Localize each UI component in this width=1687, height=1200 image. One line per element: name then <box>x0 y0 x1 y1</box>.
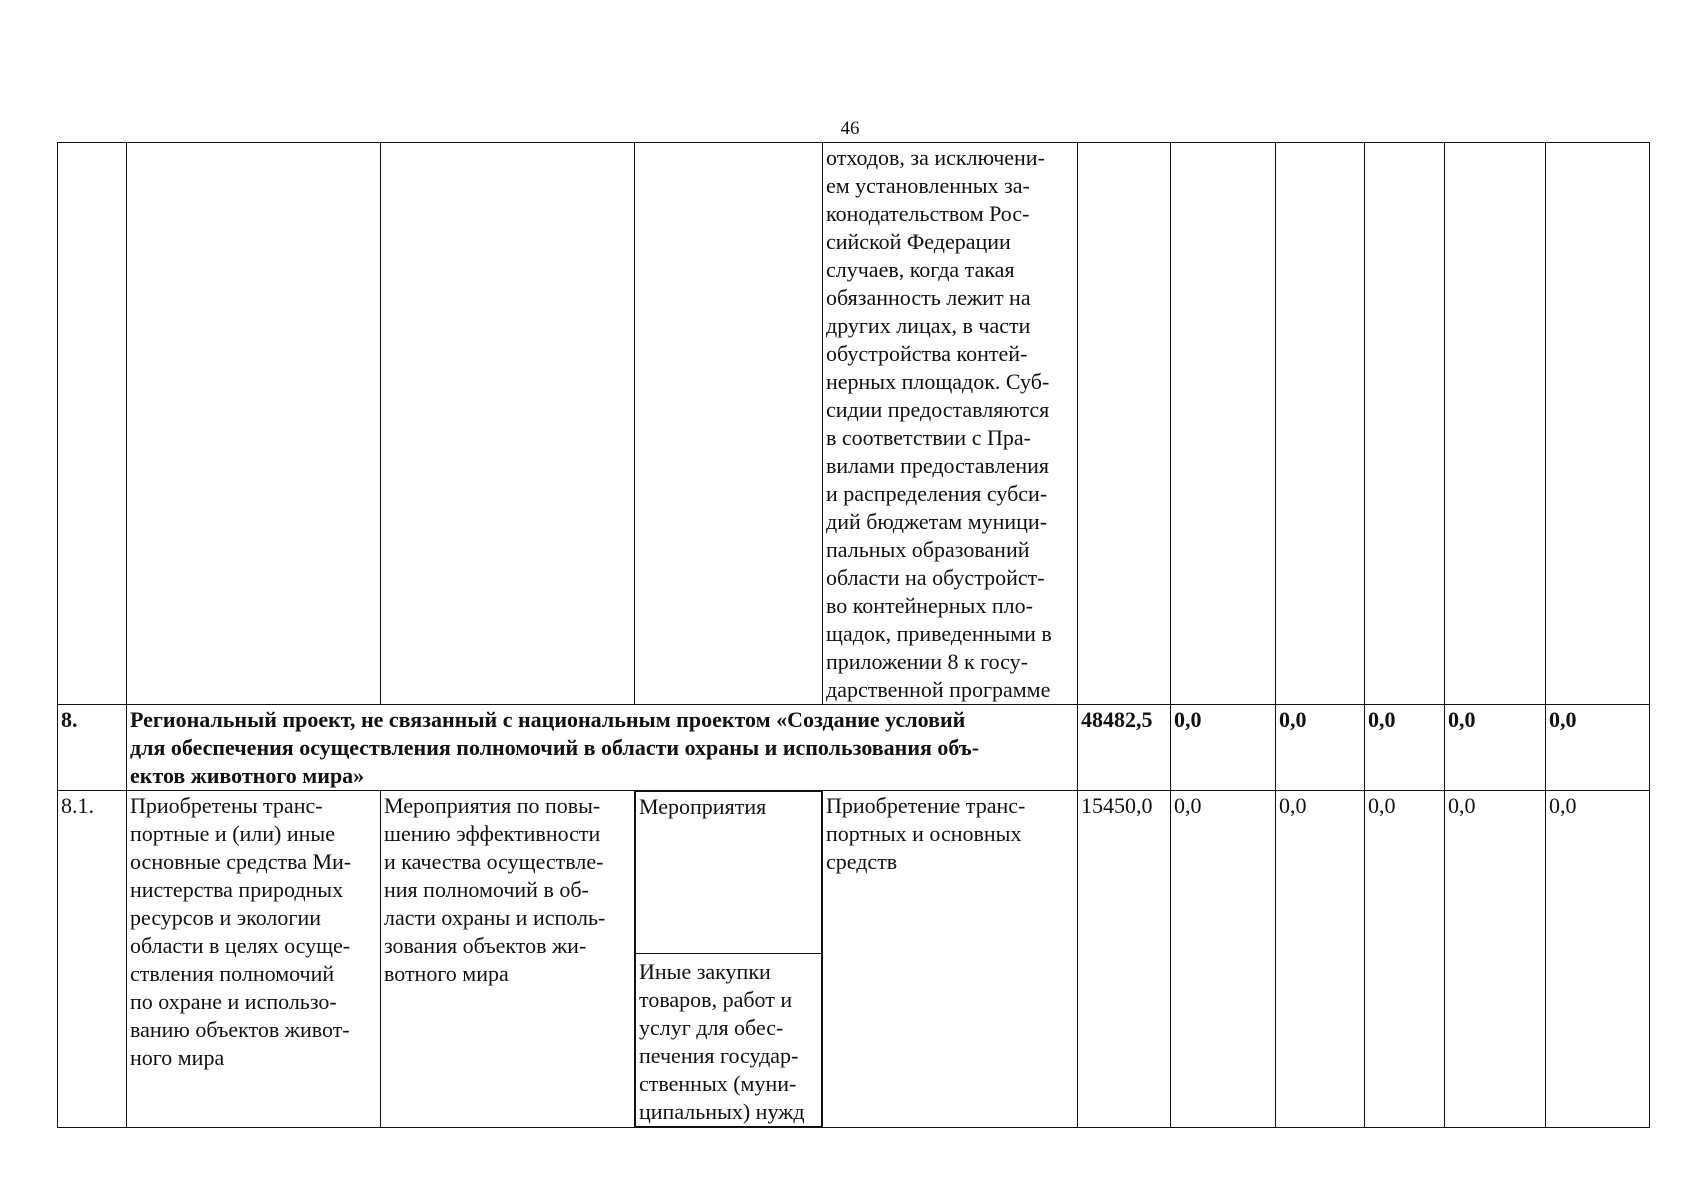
cell-num <box>58 143 127 705</box>
cell-direction: отходов, за исключени- ем установленных за- конодательством Рос- сийской Федерации случаев, когда такая обязанность лежит на других лицах, в части обустройства контей- нерных площадок. Суб- сидии предоставляются в соответствии с Пра- вилами предоставления и распределения субси- дий бюджетам муници- пальных образований области на обустройст- во контейнерных пло- щадок, приведенными в приложении 8 к госу- дарственной программе <box>823 143 1078 705</box>
value-3: 0,0 <box>1276 791 1365 1128</box>
cell-value-3 <box>1276 143 1365 705</box>
cell-value-2 <box>1171 143 1276 705</box>
direction-cell: Приобретение транс- портных и основных средств <box>823 791 1078 1128</box>
section-value-1: 48482,5 <box>1078 705 1171 791</box>
value-5: 0,0 <box>1445 791 1546 1128</box>
section-value-5: 0,0 <box>1445 705 1546 791</box>
table-row-section-8 <box>58 705 1650 791</box>
value-4: 0,0 <box>1365 791 1445 1128</box>
section-value-2: 0,0 <box>1171 705 1276 791</box>
value-2: 0,0 <box>1171 791 1276 1128</box>
table-row-8-1 <box>58 791 1650 1128</box>
section-title: Региональный проект, не связанный с национальным проектом «Создание условий для обеспечения осуществления полномочий в области охраны и использования объ- ектов животного мира» <box>127 705 1078 791</box>
row-number: 8.1. <box>58 791 127 1128</box>
budget-table <box>57 142 1650 1128</box>
cell-value-4 <box>1365 143 1445 705</box>
cell-measure <box>381 143 635 705</box>
section-value-3: 0,0 <box>1276 705 1365 791</box>
section-number: 8. <box>58 705 127 791</box>
expense-type-split <box>635 791 822 1127</box>
table-row-continuation <box>58 143 1650 705</box>
value-6: 0,0 <box>1546 791 1650 1128</box>
value-1: 15450,0 <box>1078 791 1171 1128</box>
cell-value-6 <box>1546 143 1650 705</box>
section-value-4: 0,0 <box>1365 705 1445 791</box>
cell-value-1 <box>1078 143 1171 705</box>
expense-type-top: Мероприятия <box>636 792 822 954</box>
section-value-6: 0,0 <box>1546 705 1650 791</box>
page-number: 46 <box>840 118 860 139</box>
cell-value-5 <box>1445 143 1546 705</box>
measure-cell: Мероприятия по повы- шению эффективности и качества осуществле- ния полномочий в об- ласти охраны и исполь- зования объектов жи- вотного мира <box>381 791 635 1128</box>
expense-type-bottom: Иные закупки товаров, работ и услуг для обес- печения государ- ственных (муни- ципальных) нужд <box>636 954 822 1127</box>
cell-result <box>127 143 381 705</box>
cell-expense-type <box>635 143 823 705</box>
result-cell: Приобретены транс- портные и (или) иные основные средства Ми- нистерства природных ресурсов и экологии области в целях осуще- ствления полномочий по охране и использо- ванию объектов живот- ного мира <box>127 791 381 1128</box>
expense-type-cell <box>635 791 823 1128</box>
